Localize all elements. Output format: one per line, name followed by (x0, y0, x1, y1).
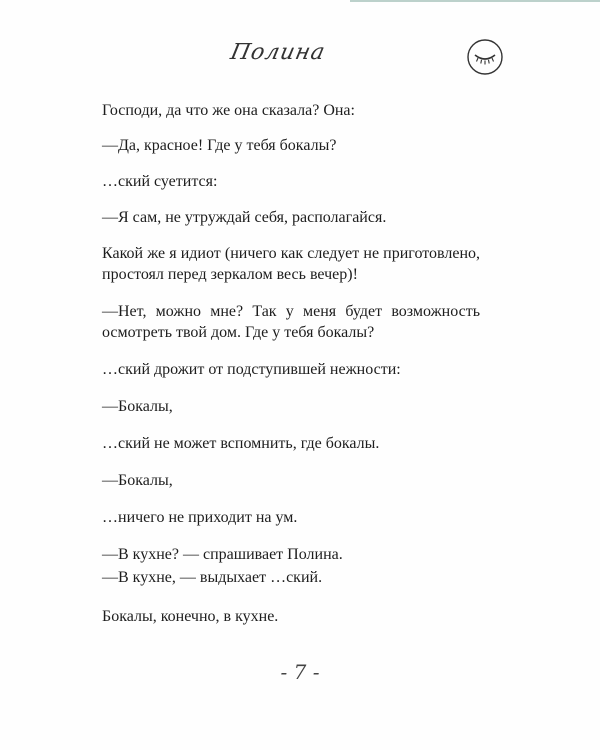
paragraph: …ский не может вспомнить, где бокалы. (102, 435, 380, 452)
dialogue-line: —Бокалы, (102, 398, 173, 415)
dialogue-line: —В кухне, — выдыхает …ский. (102, 569, 323, 586)
page-number: - 7 - (280, 660, 320, 684)
dialogue-line: —Нет, можно мне? Так у меня будет возможность осмотреть твой дом. Где у тебя бокалы? (102, 303, 480, 341)
body-text (102, 100, 480, 627)
paragraph: Господи, да что же она сказала? Она: (102, 102, 355, 119)
paragraph: …ский суетится: (102, 173, 218, 190)
closed-eye-icon (466, 38, 504, 76)
top-decorative-rule (350, 0, 600, 2)
dialogue-line: —В кухне? — спрашивает Полина. (102, 546, 343, 563)
running-header-title: Полина (228, 40, 328, 65)
paragraph: …ничего не приходит на ум. (102, 509, 298, 526)
paragraph: Какой же я идиот (ничего как следует не приготовлено, простоял перед зеркалом весь вечер)! (102, 245, 480, 283)
paragraph: Бокалы, конечно, в кухне. (102, 608, 279, 625)
dialogue-line: —Да, красное! Где у тебя бокалы? (102, 137, 337, 154)
dialogue-line: —Я сам, не утруждай себя, располагайся. (102, 209, 387, 226)
paragraph: …ский дрожит от подступившей нежности: (102, 361, 401, 378)
dialogue-line: —Бокалы, (102, 472, 173, 489)
